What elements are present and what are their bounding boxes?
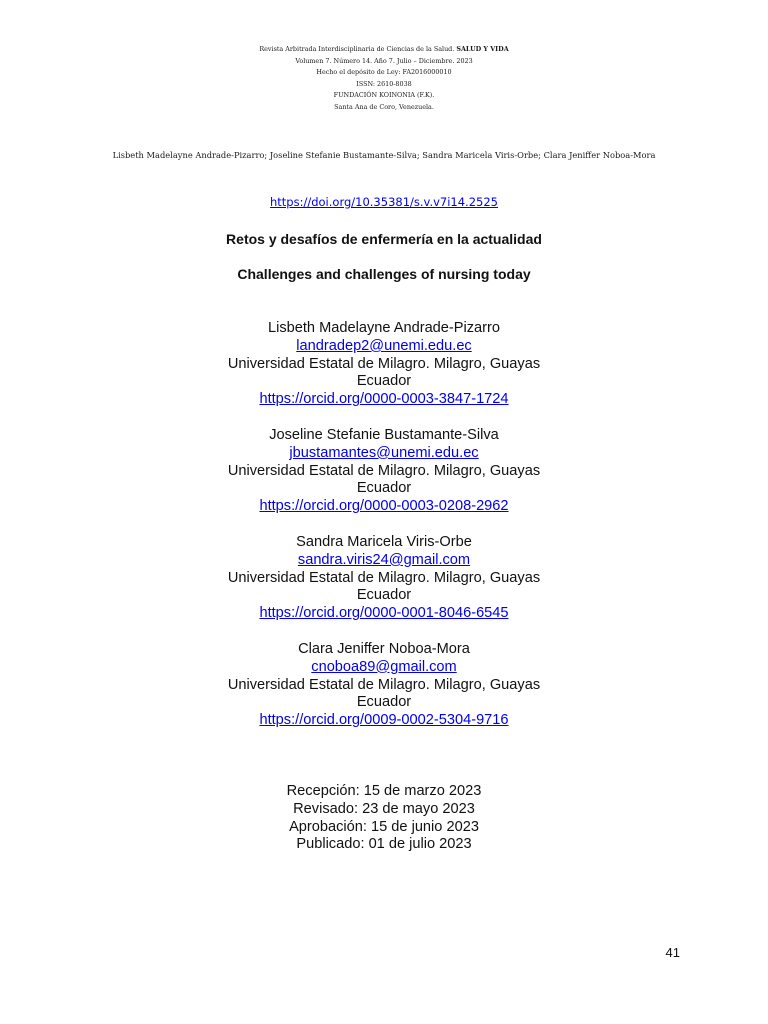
doi-link[interactable]: https://doi.org/10.35381/s.v.v7i14.2525 [270, 195, 498, 209]
author-email-link[interactable]: sandra.viris24@gmail.com [297, 551, 471, 568]
author-block-4 [0, 641, 768, 730]
author-orcid-link[interactable]: https://orcid.org/0000-0003-0208-2962 [259, 498, 509, 515]
author-email-link[interactable]: jbustamantes@unemi.edu.ec [289, 444, 479, 461]
date-revised: Revisado: 23 de mayo 2023 [293, 800, 475, 817]
journal-name-bold: SALUD Y VIDA [456, 45, 509, 53]
author-block-2 [0, 427, 768, 516]
author-name: Lisbeth Madelayne Andrade-Pizarro [267, 320, 501, 336]
journal-volume: Volumen 7. Número 14. Año 7. Julio – Diciembre. 2023 [295, 56, 473, 65]
author-affiliation: Universidad Estatal de Milagro. Milagro, Guayas [227, 676, 541, 693]
journal-deposit: Hecho el depósito de Ley: FA2016000010 [316, 68, 452, 76]
journal-issn: ISSN: 2610-8038 [356, 79, 412, 88]
author-orcid-link[interactable]: https://orcid.org/0009-0002-5304-9716 [259, 712, 509, 729]
author-block-1 [0, 320, 768, 409]
date-approved: Aprobación: 15 de junio 2023 [289, 818, 479, 835]
author-country: Ecuador [356, 587, 412, 604]
running-authors-line: Lisbeth Madelayne Andrade-Pizarro; Joseline Stefanie Bustamante-Silva; Sandra Maricela Viris-Orbe; Clara Jeniffer Noboa-Mora [112, 150, 656, 160]
title-spanish: Retos y desafíos de enfermería en la actualidad [226, 231, 542, 247]
page-number: 41 [665, 945, 680, 960]
author-country: Ecuador [356, 694, 412, 711]
doi-container [0, 195, 768, 209]
author-affiliation: Universidad Estatal de Milagro. Milagro, Guayas [227, 462, 541, 479]
author-block-3 [0, 534, 768, 623]
date-published: Publicado: 01 de julio 2023 [296, 836, 472, 853]
author-orcid-link[interactable]: https://orcid.org/0000-0001-8046-6545 [259, 605, 509, 622]
author-name: Sandra Maricela Viris-Orbe [296, 534, 472, 550]
journal-foundation: FUNDACIÓN KOINONIA (F.K). [333, 91, 435, 99]
author-email-link[interactable]: landradep2@unemi.edu.ec [296, 337, 472, 354]
journal-name-line: Revista Arbitrada Interdisciplinaria de Ciencias de la Salud. SALUD Y VIDA [259, 45, 509, 53]
author-orcid-link[interactable]: https://orcid.org/0000-0003-3847-1724 [259, 391, 509, 408]
author-country: Ecuador [356, 480, 412, 497]
author-country: Ecuador [356, 373, 412, 390]
author-name: Clara Jeniffer Noboa-Mora [298, 641, 470, 657]
author-email-link[interactable]: cnoboa89@gmail.com [311, 658, 457, 675]
submission-dates [0, 783, 768, 854]
author-affiliation: Universidad Estatal de Milagro. Milagro, Guayas [227, 355, 541, 372]
author-name: Joseline Stefanie Bustamante-Silva [269, 427, 499, 443]
author-affiliation: Universidad Estatal de Milagro. Milagro, Guayas [227, 569, 541, 586]
title-english: Challenges and challenges of nursing today [237, 266, 531, 282]
date-received: Recepción: 15 de marzo 2023 [286, 783, 482, 799]
journal-header [0, 44, 768, 113]
journal-location: Santa Ana de Coro, Venezuela. [334, 102, 434, 111]
